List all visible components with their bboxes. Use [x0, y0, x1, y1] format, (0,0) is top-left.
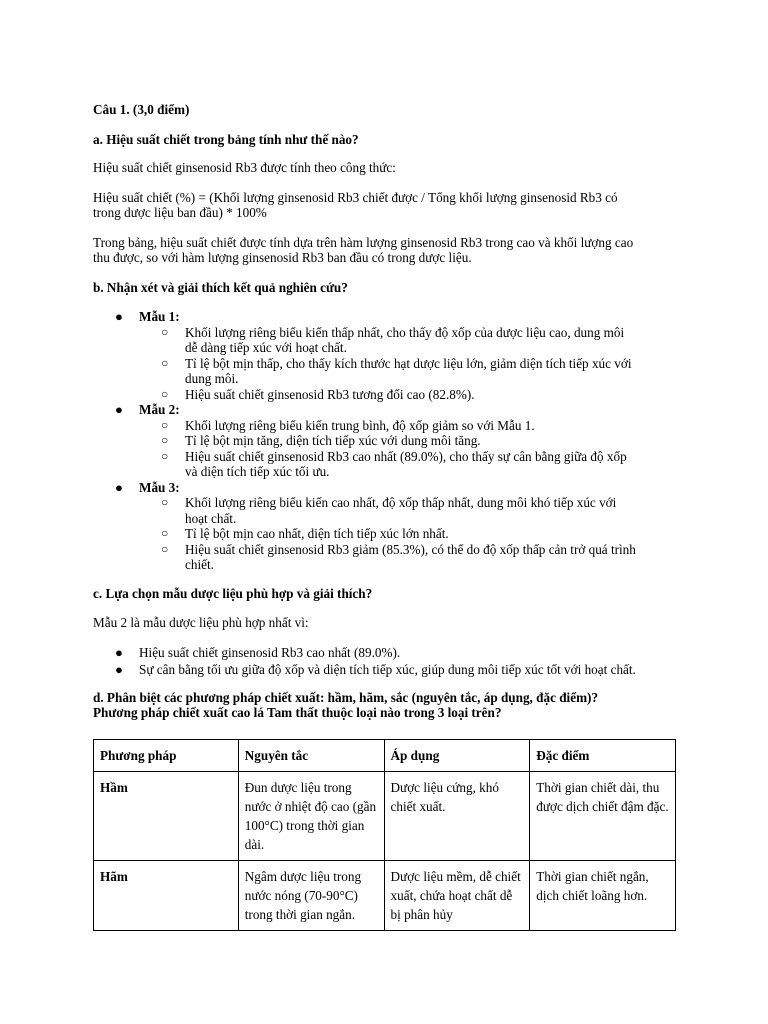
sample-label: Mẫu 3:	[139, 479, 180, 495]
list-item	[139, 356, 683, 387]
column-header: Phương pháp	[94, 740, 239, 772]
list-item	[93, 645, 683, 661]
point-text-line: chiết.	[185, 557, 214, 572]
point-text-line: Tỉ lệ bột mịn thấp, cho thấy kích thước hạt dược liệu lớn, giảm diện tích tiếp xúc với	[185, 355, 632, 371]
sub-bullet-icon: ○	[161, 417, 169, 432]
sub-bullet-icon: ○	[161, 526, 169, 540]
point-text-line: Hiệu suất chiết ginsenosid Rb3 cao nhất (89.0%), cho thấy sự cân bằng giữa độ xốp	[185, 448, 627, 464]
table-cell: Đun dược liệu trong nước ở nhiệt độ cao (gần 100°C) trong thời gian dài.	[238, 772, 384, 861]
sub-bullet-icon: ○	[161, 433, 169, 447]
list-item	[93, 662, 683, 678]
part-b-heading: b. Nhận xét và giải thích kết quả nghiên cứu?	[93, 279, 348, 295]
part-a-intro: Hiệu suất chiết ginsenosid Rb3 được tính theo công thức:	[93, 160, 396, 175]
sample-points	[139, 495, 683, 573]
part-d-heading-line-2: Phương pháp chiết xuất cao lá Tam thất thuộc loại nào trong 3 loại trên?	[93, 705, 502, 720]
table-cell: Dược liệu mềm, dễ chiết xuất, chứa hoạt chất dễ bị phân hủy	[384, 861, 530, 931]
sample-points	[139, 418, 683, 480]
point-text-line: hoạt chất.	[185, 510, 237, 526]
sample-item	[93, 309, 683, 402]
explain-line-1: Trong bảng, hiệu suất chiết được tính dựa trên hàm lượng ginsenosid Rb3 trong cao và khối lượng cao	[93, 234, 634, 250]
part-c-heading: c. Lựa chọn mẫu dược liệu phù hợp và giải thích?	[93, 585, 373, 601]
part-a-heading: a. Hiệu suất chiết trong bảng tính như thế nào?	[93, 131, 359, 147]
table-header-row	[94, 740, 676, 772]
column-header: Áp dụng	[384, 740, 530, 772]
bullet-icon: ●	[115, 479, 123, 495]
point-text-line: Khối lượng riêng biểu kiến thấp nhất, cho thấy độ xốp của dược liệu cao, dung môi	[185, 324, 625, 340]
sub-bullet-icon: ○	[161, 495, 169, 509]
point-text-line: Tỉ lệ bột mịn tăng, diện tích tiếp xúc với dung môi tăng.	[185, 433, 481, 448]
sample-label: Mẫu 2:	[139, 402, 180, 417]
table-row	[94, 861, 676, 931]
list-item	[139, 433, 683, 449]
table-row	[94, 772, 676, 861]
list-item	[139, 526, 683, 542]
column-header: Nguyên tắc	[238, 740, 384, 772]
document-body	[93, 102, 683, 721]
part-a-formula	[93, 190, 683, 221]
methods-table	[93, 739, 676, 931]
explain-line-2: thu được, so với hàm lượng ginsenosid Rb3 ban đầu có trong dược liệu.	[93, 250, 472, 265]
list-item	[139, 418, 683, 434]
list-item	[139, 449, 683, 480]
reason-text: Sự cân bằng tối ưu giữa độ xốp và diện tích tiếp xúc, giúp dung môi tiếp xúc tốt với hoạt chất.	[139, 662, 636, 677]
column-header: Đặc điểm	[530, 740, 676, 772]
formula-line-2: trong dược liệu ban đầu) * 100%	[93, 205, 267, 220]
sub-bullet-icon: ○	[161, 324, 169, 339]
point-text-line: Hiệu suất chiết ginsenosid Rb3 tương đối cao (82.8%).	[185, 386, 475, 402]
point-text-line: dung môi.	[185, 371, 239, 386]
part-d-heading-line-1: d. Phân biệt các phương pháp chiết xuất: hầm, hãm, sắc (nguyên tắc, áp dụng, đặc điểm)?	[93, 689, 599, 705]
sub-bullet-icon: ○	[161, 541, 169, 556]
list-item	[139, 387, 683, 403]
point-text-line: dễ dàng tiếp xúc với hoạt chất.	[185, 340, 347, 355]
reason-text: Hiệu suất chiết ginsenosid Rb3 cao nhất (89.0%).	[139, 644, 401, 660]
bullet-icon: ●	[115, 309, 123, 324]
formula-line-1: Hiệu suất chiết (%) = (Khối lượng ginsenosid Rb3 chiết được / Tổng khối lượng ginsenosid Rb3 có	[93, 189, 618, 205]
point-text-line: Khối lượng riêng biểu kiến trung bình, độ xốp giảm so với Mẫu 1.	[185, 417, 535, 433]
bullet-icon: ●	[115, 402, 123, 417]
bullet-icon: ●	[115, 662, 123, 677]
list-item	[139, 542, 683, 573]
point-text-line: và diện tích tiếp xúc tối ưu.	[185, 464, 330, 479]
point-text-line: Tỉ lệ bột mịn cao nhất, diện tích tiếp xúc lớn nhất.	[185, 526, 449, 541]
reasons-list	[93, 645, 683, 678]
table-cell: Dược liệu cứng, khó chiết xuất.	[384, 772, 530, 861]
sample-points	[139, 325, 683, 403]
question-title: Câu 1. (3,0 điểm)	[93, 102, 190, 117]
samples-list	[93, 309, 683, 573]
sample-label: Mẫu 1:	[139, 309, 180, 324]
table-cell: Hầm	[94, 772, 239, 861]
point-text-line: Khối lượng riêng biểu kiến cao nhất, độ xốp thấp nhất, dung môi khó tiếp xúc với	[185, 495, 617, 510]
bullet-icon: ●	[115, 644, 123, 660]
table-cell: Ngâm dược liệu trong nước nóng (70-90°C) trong thời gian ngắn.	[238, 861, 384, 931]
sub-bullet-icon: ○	[161, 355, 169, 370]
point-text-line: Hiệu suất chiết ginsenosid Rb3 giảm (85.3%), có thể do độ xốp thấp cản trở quá trình	[185, 541, 636, 557]
list-item	[139, 495, 683, 526]
sub-bullet-icon: ○	[161, 386, 169, 401]
sample-item	[93, 480, 683, 573]
sample-item	[93, 402, 683, 480]
list-item	[139, 325, 683, 356]
part-a-explanation	[93, 235, 683, 266]
table-cell: Thời gian chiết ngắn, dịch chiết loãng hơn.	[530, 861, 676, 931]
table-cell: Hãm	[94, 861, 239, 931]
table-cell: Thời gian chiết dài, thu được dịch chiết đậm đặc.	[530, 772, 676, 861]
part-c-intro: Mẫu 2 là mẫu dược liệu phù hợp nhất vì:	[93, 615, 309, 630]
sub-bullet-icon: ○	[161, 448, 169, 463]
part-d-heading	[93, 690, 683, 721]
